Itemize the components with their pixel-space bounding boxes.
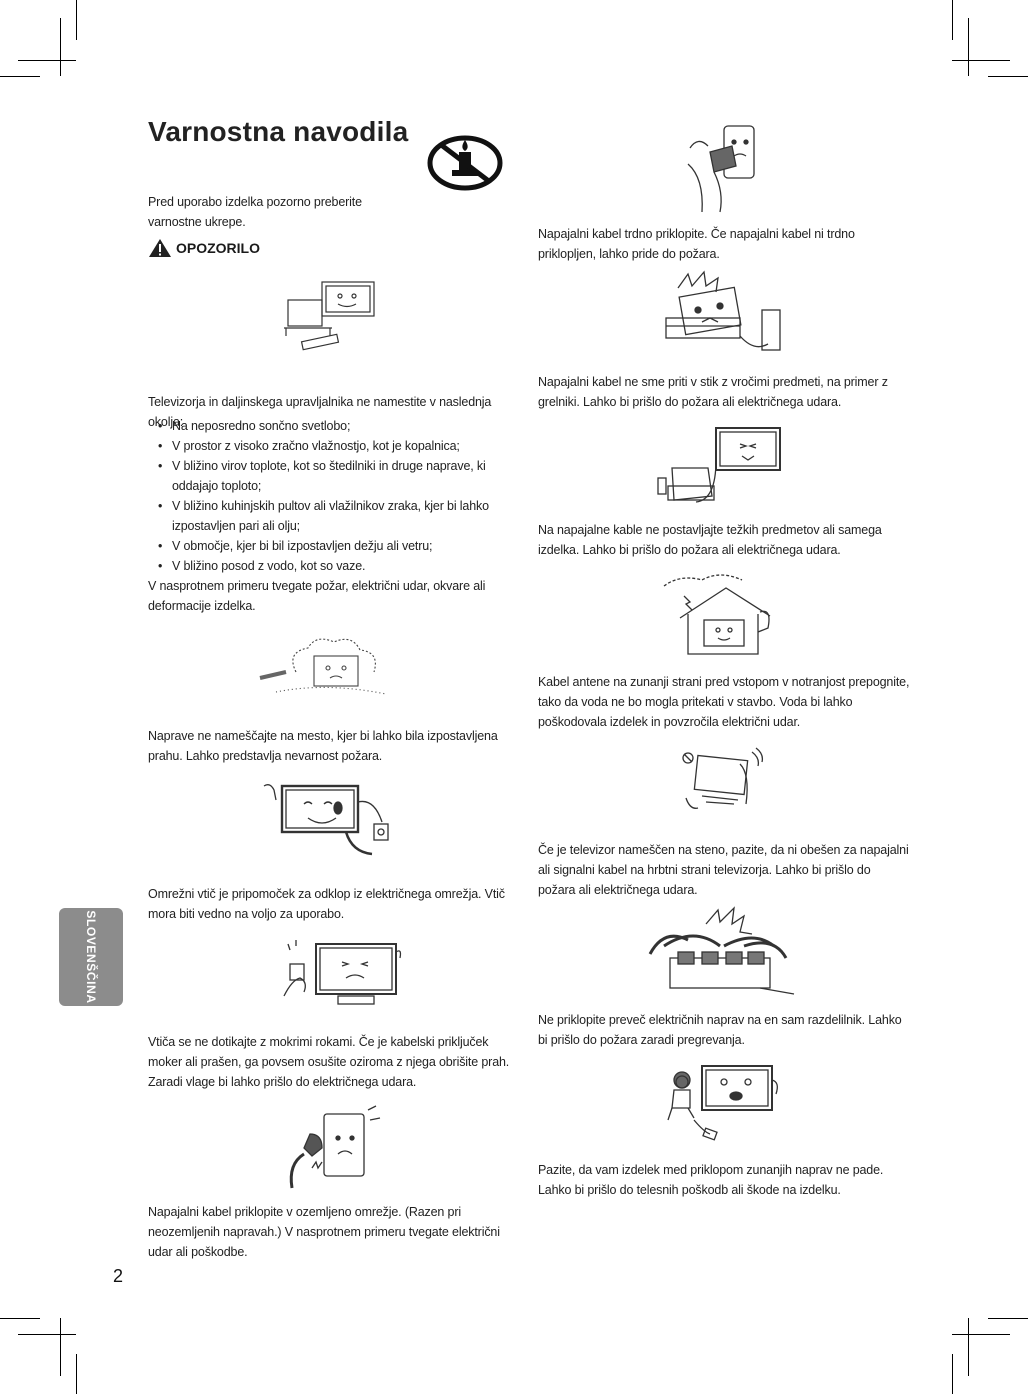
crop-mark bbox=[0, 76, 40, 77]
dust-text: Naprave ne nameščajte na mesto, kjer bi lahko bila izpostavljena prahu. Lahko predstavlja nevarnost požara. bbox=[148, 729, 498, 763]
crop-mark bbox=[952, 60, 1010, 61]
crop-mark bbox=[60, 1318, 61, 1376]
power-strip-text: Ne priklopite preveč električnih naprav na en sam razdelilnik. Lahko bi prišlo do požara zaradi pregrevanja. bbox=[538, 1013, 902, 1047]
risk-text: V nasprotnem primeru tvegate požar, električni udar, okvare ali deformacije izdelka. bbox=[148, 579, 486, 613]
wall-mount-text: Če je televizor nameščen na steno, pazite, da ni obešen za napajalni ali signalni kabel na hrbtni strani televizorja. Lahko bi prišlo do požara ali električnega udara. bbox=[538, 843, 909, 897]
list-item: • V prostor z visoko zračno vlažnostjo, kot je kopalnica; bbox=[156, 436, 516, 456]
heavy-objects-text: Na napajalne kable ne postavljajte težkih predmetov ali samega izdelka. Lahko bi prišlo do požara ali električnega udara. bbox=[538, 523, 882, 557]
crop-mark bbox=[968, 18, 969, 76]
list-item: • V bližino posod z vodo, kot so vaze. bbox=[156, 556, 516, 576]
page-number: 2 bbox=[113, 1266, 124, 1286]
crop-mark bbox=[0, 1318, 40, 1319]
list-item: • V bližino virov toplote, kot so štedilniki in druge naprave, ki oddajajo toploto; bbox=[156, 456, 516, 496]
wet-hands-text: Vtiča se ne dotikajte z mokrimi rokami. Če je kabelski priključek moker ali prašen, ga povsem osušite oziroma z njega obrišite prah. Zaradi vlage bi lahko prišlo do električnega udara. bbox=[148, 1035, 510, 1089]
list-item: • V območje, kjer bi bil izpostavljen dežju ali vetru; bbox=[156, 536, 516, 556]
warning-triangle-icon bbox=[148, 238, 172, 258]
antenna-cable-illustration bbox=[660, 572, 780, 658]
crop-mark bbox=[988, 76, 1028, 77]
no-candle-icon bbox=[426, 134, 504, 197]
falling-tv-text: Pazite, da vam izdelek med priklopom zunanjih naprav ne pade. Lahko bi prišlo do telesnih poškodb ali škode na izdelku. bbox=[538, 1163, 884, 1197]
crop-mark bbox=[968, 1318, 969, 1376]
page-title: Varnostna navodila bbox=[148, 116, 409, 147]
intro-text: Pred uporabo izdelka pozorno preberite varnostne ukrepe. bbox=[148, 195, 362, 229]
crop-mark bbox=[952, 1354, 953, 1394]
tv-remote-illustration bbox=[282, 276, 382, 356]
secure-plug-text: Napajalni kabel trdno priklopite. Če napajalni kabel ni trdno priklopljen, lahko pride do požara. bbox=[538, 227, 855, 261]
crop-mark bbox=[76, 1354, 77, 1394]
crop-mark bbox=[988, 1318, 1028, 1319]
dust-illustration bbox=[256, 632, 396, 704]
grounding-text: Napajalni kabel priklopite v ozemljeno omrežje. (Razen pri neozemljenih napravah.) V nasprotnem primeru tvegate električni udar ali poškodbe. bbox=[148, 1205, 500, 1259]
plug-access-illustration bbox=[262, 782, 402, 860]
antenna-cable-text: Kabel antene na zunanji strani pred vstopom v notranjost prepognite, tako da voda ne bo mogla pritekati v stavbo. Voda bi lahko poškodovala izdelek in povzročila električni udar. bbox=[538, 675, 910, 729]
wet-hands-illustration bbox=[282, 936, 406, 1014]
wall-mount-illustration bbox=[680, 744, 764, 818]
list-item: • Na neposredno sončno svetlobo; bbox=[156, 416, 516, 436]
crop-mark bbox=[18, 1334, 76, 1335]
warning-heading bbox=[148, 238, 260, 258]
heavy-objects-illustration bbox=[656, 420, 786, 510]
power-strip-illustration bbox=[644, 906, 796, 1000]
plug-access-text: Omrežni vtič je pripomoček za odklop iz električnega omrežja. Vtič mora biti vedno na voljo za uporabo. bbox=[148, 887, 505, 921]
hot-objects-text: Napajalni kabel ne sme priti v stik z vročimi predmeti, na primer z grelniki. Lahko bi prišlo do požara ali električnega udara. bbox=[538, 375, 888, 409]
environment-text: Televizorja in daljinskega upravljalnika ne namestite v naslednja okolja: bbox=[148, 395, 492, 429]
hot-objects-illustration bbox=[658, 270, 784, 362]
crop-mark bbox=[952, 1334, 1010, 1335]
language-label: SLOVENŠČINA bbox=[84, 910, 98, 1004]
list-item: • V bližino kuhinjskih pultov ali vlažilnikov zraka, kjer bi lahko izpostavljen pari ali olju; bbox=[156, 496, 516, 536]
environment-list bbox=[156, 416, 516, 576]
falling-tv-illustration bbox=[664, 1060, 782, 1146]
crop-mark bbox=[952, 0, 953, 40]
secure-plug-illustration bbox=[684, 122, 764, 214]
grounded-outlet-illustration bbox=[282, 1104, 382, 1190]
crop-mark bbox=[76, 0, 77, 40]
crop-mark bbox=[60, 18, 61, 76]
language-tab bbox=[59, 908, 123, 1006]
crop-mark bbox=[18, 60, 76, 61]
warning-label: OPOZORILO bbox=[176, 240, 260, 256]
